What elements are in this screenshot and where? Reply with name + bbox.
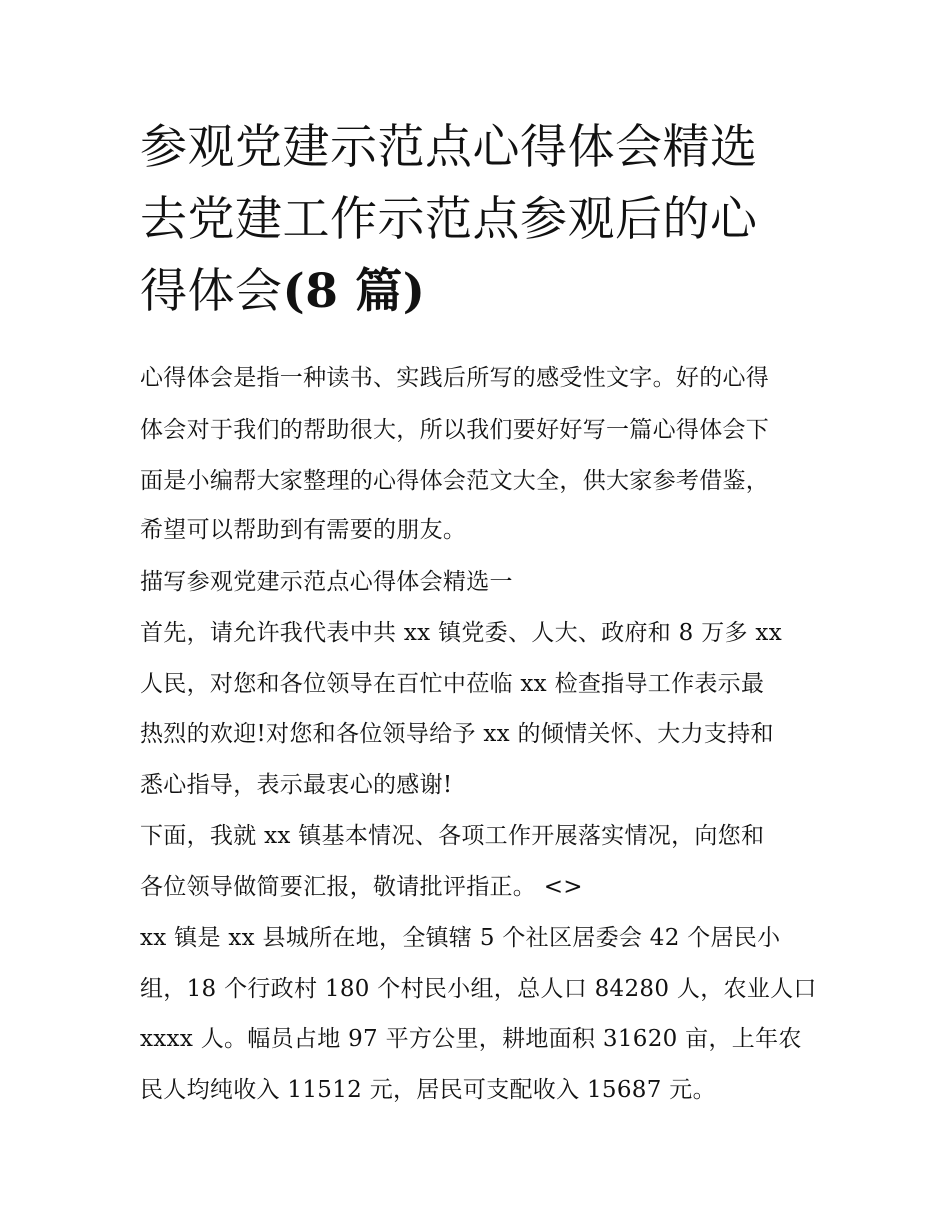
paragraph-3-line-1: xx 镇是 xx 县城所在地，全镇辖 5 个社区居委会 42 个居民小 — [140, 925, 781, 951]
paragraph-2-line-1: 下面，我就 xx 镇基本情况、各项工作开展落实情况，向您和 — [140, 823, 765, 849]
paragraph-1-line-3: 热烈的欢迎!对您和各位领导给予 xx 的倾情关怀、大力支持和 — [140, 721, 774, 747]
title-line-3-prefix: 得体会 — [140, 264, 283, 319]
paragraph-1-line-2: 人民，对您和各位领导在百忙中莅临 xx 检查指导工作表示最 — [140, 671, 765, 697]
paragraph-1-line-4: 悉心指导，表示最衷心的感谢! — [140, 772, 453, 798]
paragraph-2-line-2: 各位领导做简要汇报，敬请批评指正。 <> — [140, 874, 583, 900]
title-line-2: 去党建工作示范点参观后的心 — [140, 192, 758, 247]
paragraph-1-line-1: 首先，请允许我代表中共 xx 镇党委、人大、政府和 8 万多 xx — [140, 620, 782, 646]
title-line-1: 参观党建示范点心得体会精选 — [140, 120, 758, 175]
paragraph-3-line-3: xxxx 人。幅员占地 97 平方公里，耕地面积 31620 亩，上年农 — [140, 1026, 802, 1052]
intro-line-2: 体会对于我们的帮助很大，所以我们要好好写一篇心得体会下 — [140, 417, 770, 443]
paragraph-3-line-2: 组，18 个行政村 180 个村民小组，总人口 84280 人，农业人口 — [140, 976, 817, 1002]
intro-line-3: 面是小编帮大家整理的心得体会范文大全，供大家参考借鉴， — [140, 468, 770, 494]
paragraph-3-line-4: 民人均纯收入 11512 元，居民可支配收入 15687 元。 — [140, 1077, 716, 1103]
intro-line-1: 心得体会是指一种读书、实践后所写的感受性文字。好的心得 — [140, 365, 770, 391]
document-title — [140, 112, 820, 328]
title-line-3-suffix: (8 篇) — [282, 264, 426, 319]
section-heading: 描写参观党建示范点心得体会精选一 — [140, 569, 513, 595]
intro-line-4: 希望可以帮助到有需要的朋友。 — [140, 517, 467, 543]
